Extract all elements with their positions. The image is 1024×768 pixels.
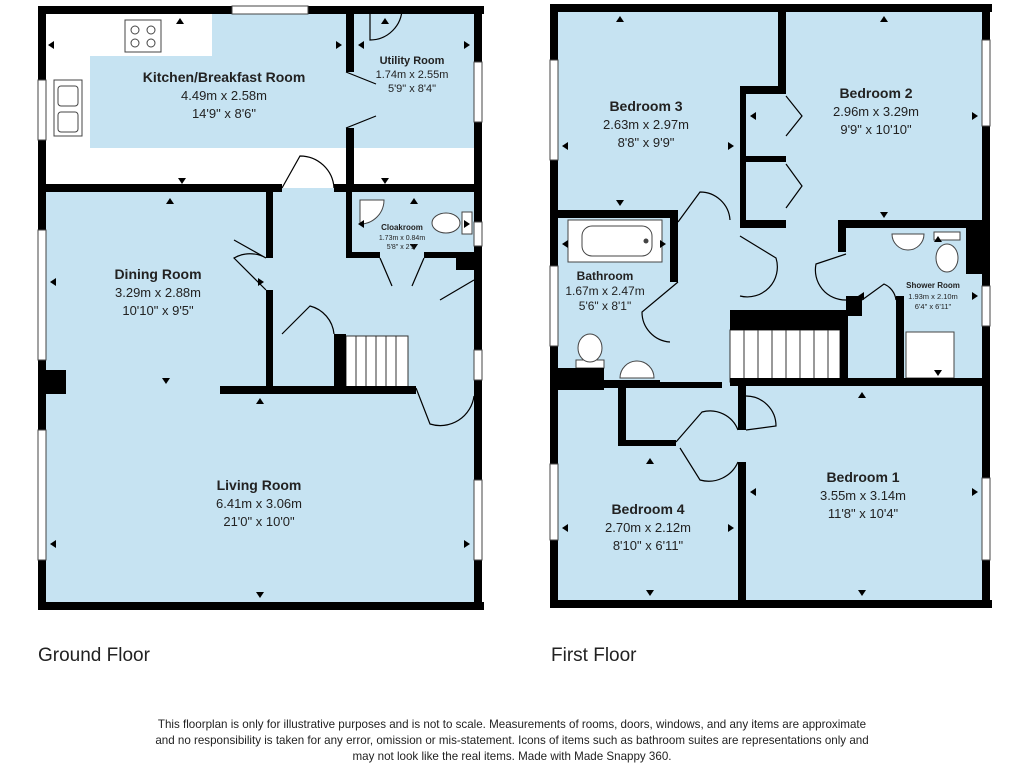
room-dim-metric-bedroom-4: 2.70m x 2.12m [605,520,691,535]
bath-icon [568,220,662,262]
room-name-bedroom-3: Bedroom 3 [609,98,683,114]
disclaimer-line-1: This floorplan is only for illustrative purposes and is not to scale. Measurements of rooms, doors, windows, and any items are approximate [157,718,867,731]
room-name-bedroom-1: Bedroom 1 [826,469,900,485]
room-dim-imperial-utility: 5'9" x 8'4" [387,83,437,95]
room-dim-imperial-bedroom-1: 11'8" x 10'4" [827,506,899,521]
room-dim-metric-bathroom: 1.67m x 2.47m [565,284,645,298]
kitchen-sink-icon [54,80,82,136]
disclaimer [100,717,924,765]
first-floor-label: First Floor [551,645,637,666]
ground-floor-label: Ground Floor [38,645,150,666]
disclaimer-line-3: may not look like the real items. Made with Made Snappy 360. [352,750,672,763]
room-name-bathroom: Bathroom [576,269,634,283]
room-dim-metric-kitchen: 4.49m x 2.58m [181,88,267,103]
room-name-shower-room: Shower Room [906,281,960,290]
first-stairs [730,330,840,382]
ground-floor-plan [38,6,484,610]
room-name-kitchen: Kitchen/Breakfast Room [142,69,306,85]
room-dim-metric-shower-room: 1.93m x 2.10m [908,292,958,301]
hob-icon [125,20,161,52]
room-dim-imperial-kitchen: 14'9" x 8'6" [191,106,257,121]
room-name-utility: Utility Room [379,55,445,67]
shower-tray-icon [906,332,954,378]
room-dim-imperial-bathroom: 5'6" x 8'1" [578,299,632,313]
room-dim-imperial-bedroom-2: 9'9" x 10'10" [840,122,912,137]
room-dim-imperial-dining: 10'10" x 9'5" [122,303,194,318]
room-dim-imperial-cloakroom: 5'8" x 2'9" [386,244,418,251]
bathroom-toilet-icon [576,334,604,368]
room-name-bedroom-4: Bedroom 4 [611,501,685,517]
room-name-living: Living Room [216,477,302,493]
room-name-bedroom-2: Bedroom 2 [839,85,913,101]
disclaimer-line-2: and no responsibility is taken for any error, omission or mis-statement. Icons of items such as bathroom suites are representations only and [155,734,869,747]
room-dim-metric-cloakroom: 1.73m x 0.84m [378,235,426,242]
room-dim-metric-bedroom-1: 3.55m x 3.14m [820,488,906,503]
room-dim-imperial-bedroom-3: 8'8" x 9'9" [617,135,675,150]
ground-stairs [346,336,408,388]
room-dim-metric-bedroom-2: 2.96m x 3.29m [833,104,919,119]
room-name-cloakroom: Cloakroom [381,223,423,232]
room-dim-metric-living: 6.41m x 3.06m [216,496,302,511]
room-dim-imperial-bedroom-4: 8'10" x 6'11" [612,538,684,553]
room-dim-metric-utility: 1.74m x 2.55m [375,69,449,81]
room-dim-metric-dining: 3.29m x 2.88m [115,285,201,300]
room-name-dining: Dining Room [114,266,202,282]
room-dim-metric-bedroom-3: 2.63m x 2.97m [603,117,689,132]
room-dim-imperial-living: 21'0" x 10'0" [223,514,295,529]
first-floor-plan [550,4,992,608]
room-dim-imperial-shower-room: 6'4" x 6'11" [914,302,952,311]
